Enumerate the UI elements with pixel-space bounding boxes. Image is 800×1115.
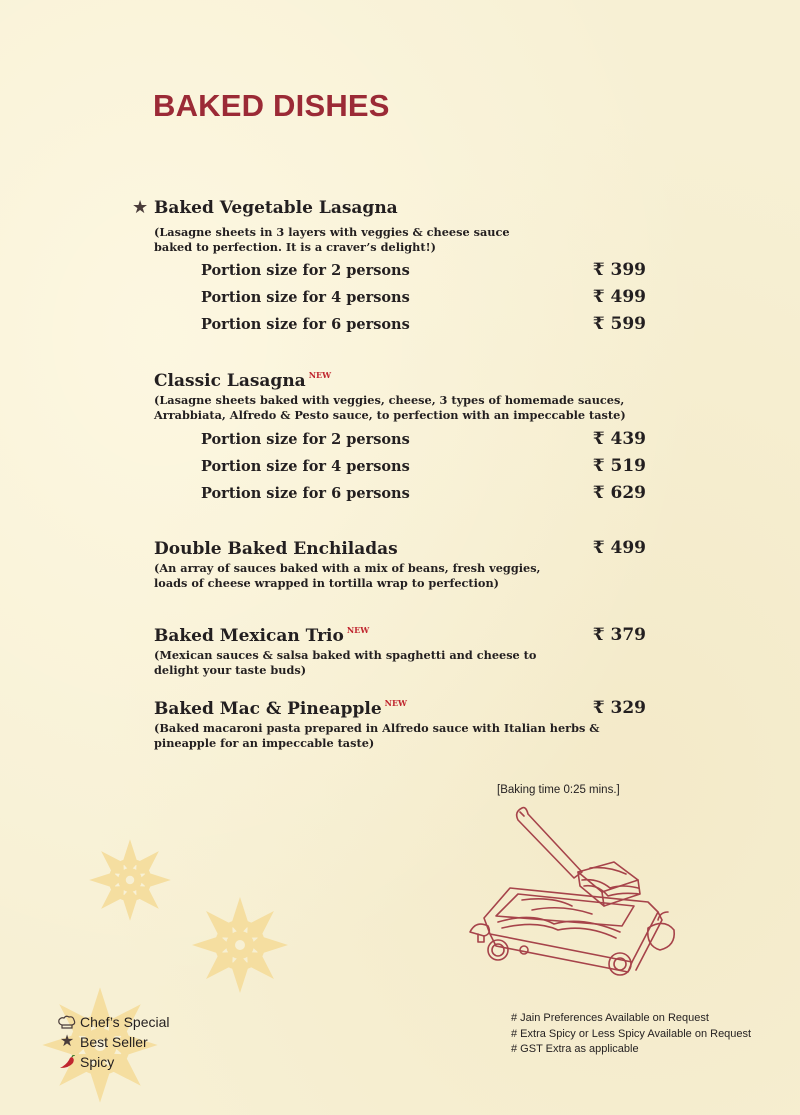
portion-price [586,260,646,280]
dish-price [586,698,646,718]
d1-portion-list [201,260,646,340]
new-badge: NEW [384,698,408,708]
price-value: 329 [610,698,646,718]
legend-spicy [58,1052,170,1072]
portion-label: Portion size for 4 persons [201,289,410,306]
footer-notes [511,1011,751,1058]
portion-label: Portion size for 2 persons [201,262,410,279]
price-value: 629 [610,483,646,503]
section-title: BAKED DISHES [153,88,390,123]
legend-best-seller [58,1032,170,1052]
rupee-symbol: ₹ [592,314,605,334]
rupee-symbol: ₹ [592,260,605,280]
dish-name: Double Baked Enchiladas [154,539,398,559]
rupee-symbol: ₹ [592,483,605,503]
rupee-symbol: ₹ [592,429,605,449]
dish-price [586,538,646,558]
portion-price [586,456,646,476]
note-jain: # Jain Preferences Available on Request [511,1012,709,1024]
dish-classic-lasagna [154,370,634,423]
dish-description: (Baked macaroni pasta prepared in Alfredo sauce with Italian herbs & pineapple for an impeccable taste) [154,721,600,750]
d2-portion-list [201,429,646,509]
legend [58,1012,170,1072]
price-value: 519 [610,456,646,476]
dish-name [154,625,574,646]
legend-label: Spicy [80,1054,115,1070]
star-icon: ★ [59,1033,75,1050]
rupee-symbol: ₹ [592,698,605,718]
portion-price [586,483,646,503]
new-badge: NEW [308,370,332,380]
dish-name [154,370,634,391]
dish-name-text: Baked Mexican Trio [154,626,344,646]
lasagna-tray-illustration [462,800,687,980]
best-seller-star-icon: ★ [132,197,149,218]
dish-baked-mac-pineapple [154,698,614,751]
chili-pepper-icon [58,1055,76,1069]
portion-label: Portion size for 6 persons [201,316,410,333]
dish-baked-mexican-trio [154,625,574,678]
chef-hat-icon [58,1015,76,1029]
legend-label: Best Seller [80,1034,148,1050]
rupee-symbol: ₹ [592,287,605,307]
dish-name: Baked Vegetable Lasagna [154,198,398,218]
price-value: 499 [610,287,646,307]
rupee-symbol: ₹ [592,625,605,645]
dish-name [154,698,614,719]
dish-name-text: Classic Lasagna [154,371,306,391]
portion-price [586,429,646,449]
price-value: 399 [610,260,646,280]
dish-name-text: Baked Mac & Pineapple [154,699,382,719]
price-value: 599 [610,314,646,334]
dish-description: (Lasagne sheets in 3 layers with veggies & cheese sauce baked to perfection. It is a craver’s delight!) [154,225,510,254]
dish-description: (An array of sauces baked with a mix of beans, fresh veggies, loads of cheese wrapped in tortilla wrap to perfection) [154,561,541,590]
legend-chef-special [58,1012,170,1032]
portion-label: Portion size for 2 persons [201,431,410,448]
portion-price [586,287,646,307]
price-value: 439 [610,429,646,449]
portion-price [586,314,646,334]
rupee-symbol: ₹ [592,538,605,558]
dish-description: (Mexican sauces & salsa baked with spaghetti and cheese to delight your taste buds) [154,648,537,677]
price-value: 379 [610,625,646,645]
portion-label: Portion size for 4 persons [201,458,410,475]
rupee-symbol: ₹ [592,456,605,476]
dish-price [586,625,646,645]
portion-label: Portion size for 6 persons [201,485,410,502]
legend-label: Chef’s Special [80,1014,170,1030]
baking-time-note: [Baking time 0:25 mins.] [497,784,620,796]
price-value: 499 [610,538,646,558]
dish-description: (Lasagne sheets baked with veggies, cheese, 3 types of homemade sauces, Arrabbiata, Alfredo & Pesto sauce, to perfection with an impeccable taste) [154,393,626,422]
dish-double-baked-enchiladas [154,539,634,591]
note-gst: # GST Extra as applicable [511,1043,639,1055]
note-spicy: # Extra Spicy or Less Spicy Available on Request [511,1027,752,1040]
new-badge: NEW [346,625,370,635]
